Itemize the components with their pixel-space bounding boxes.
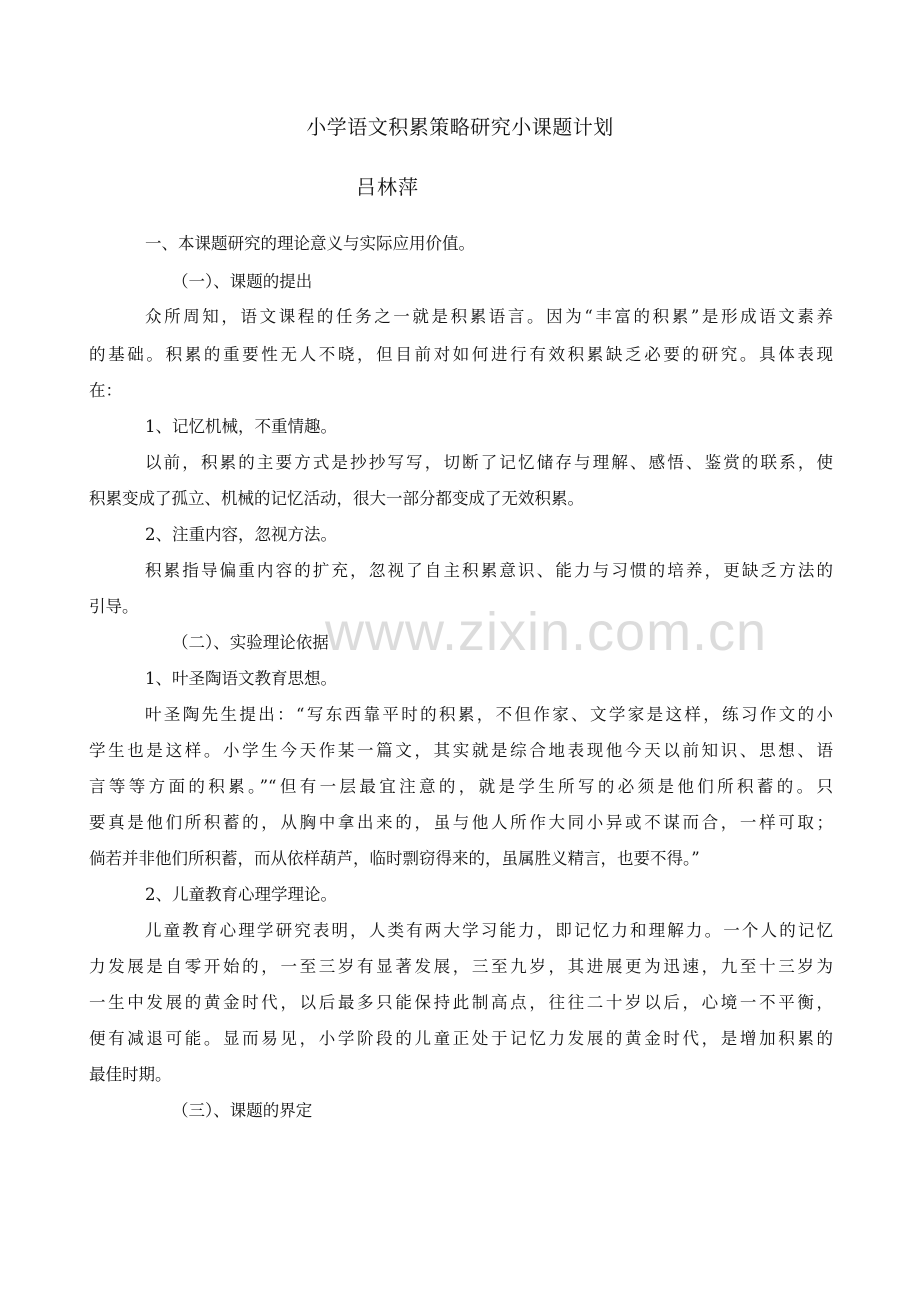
section-heading-1: 一、本课题研究的理论意义与实际应用价值。 [145, 234, 475, 253]
paragraph-line: 最佳时期。 [89, 1065, 172, 1084]
paragraph-line: 积累变成了孤立、机械的记忆活动，很大一部分都变成了无效积累。 [89, 489, 584, 508]
list-item-heading: 2、儿童教育心理学理论。 [145, 885, 337, 904]
subsection-heading-1: （一）、课题的提出 [172, 272, 313, 291]
subsection-heading-2: （二）、实验理论依据 [172, 633, 329, 652]
paragraph-line: 力发展是自零开始的，一至三岁有显著发展，三至九岁，其进展更为迅速，九至十三岁为 [89, 957, 833, 976]
paragraph-line: 以前，积累的主要方式是抄抄写写，切断了记忆储存与理解、感悟、鉴赏的联系，使 [145, 453, 833, 472]
paragraph-line: 引导。 [89, 597, 139, 616]
author-name: 吕林萍 [356, 175, 419, 199]
paragraph-line: 众所周知，语文课程的任务之一就是积累语言。因为“丰富的积累”是形成语文素养 [145, 307, 833, 326]
paragraph-line: 的基础。积累的重要性无人不晓，但目前对如何进行有效积累缺乏必要的研究。具体表现 [89, 345, 833, 364]
subsection-heading-3: （三）、课题的界定 [172, 1101, 313, 1120]
paragraph-line: 一生中发展的黄金时代，以后最多只能保持此制高点，往往二十岁以后，心境一不平衡， [89, 993, 833, 1012]
paragraph-line: 积累指导偏重内容的扩充，忽视了自主积累意识、能力与习惯的培养，更缺乏方法的 [145, 561, 833, 580]
paragraph-line: 叶圣陶先生提出：“写东西靠平时的积累，不但作家、文学家是这样，练习作文的小 [145, 705, 833, 724]
paragraph-line: 学生也是这样。小学生今天作某一篇文，其实就是综合地表现他今天以前知识、思想、语 [89, 741, 833, 760]
paragraph-line: 儿童教育心理学研究表明，人类有两大学习能力，即记忆力和理解力。一个人的记忆 [145, 921, 833, 940]
paragraph-line: 在： [89, 381, 122, 400]
list-item-heading: 2、注重内容，忽视方法。 [145, 525, 337, 544]
list-item-heading: 1、记忆机械，不重情趣。 [145, 417, 337, 436]
paragraph-line: 倘若并非他们所积蓄，而从依样葫芦，临时剽窃得来的，虽属胜义精言，也要不得。” [89, 849, 700, 868]
document-title: 小学语文积累策略研究小课题计划 [306, 115, 614, 139]
watermark: www.zixin.com.cn [325, 602, 768, 662]
paragraph-line: 便有减退可能。显而易见，小学阶段的儿童正处于记忆力发展的黄金时代，是增加积累的 [89, 1029, 833, 1048]
list-item-heading: 1、叶圣陶语文教育思想。 [145, 669, 337, 688]
paragraph-line: 要真是他们所积蓄的，从胸中拿出来的，虽与他人所作大同小异或不谋而合，一样可取； [89, 813, 833, 832]
paragraph-line: 言等等方面的积累。”“但有一层最宜注意的，就是学生所写的必须是他们所积蓄的。只 [89, 777, 833, 796]
